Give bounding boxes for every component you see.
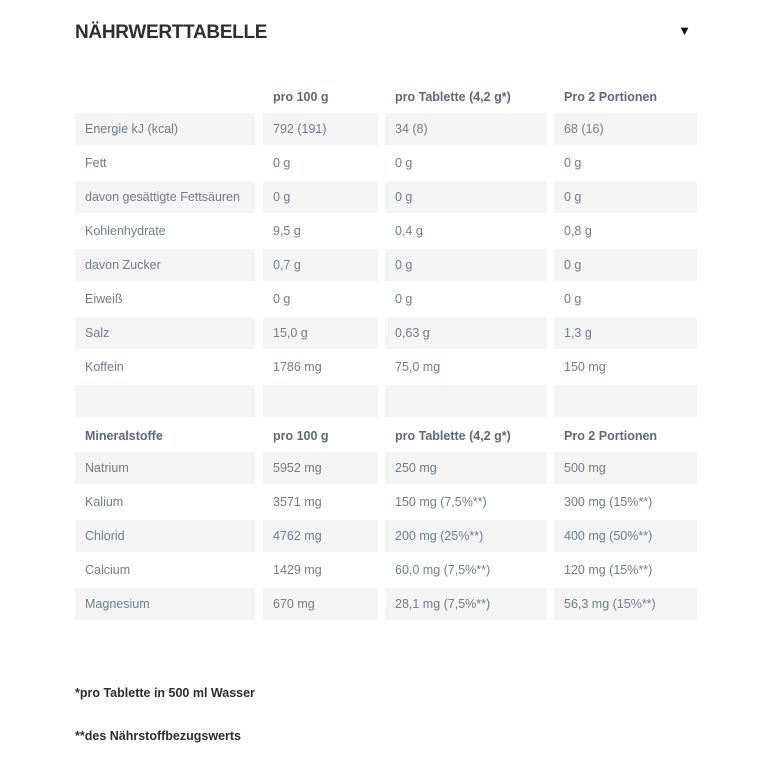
value-per-100g: 3571 mg (273, 495, 322, 509)
table-row-energie (75, 113, 697, 145)
table-row-magnesium (75, 588, 697, 620)
footnote-tablet: *pro Tablette in 500 ml Wasser (75, 686, 255, 700)
value-per-100g: 15,0 g (263, 317, 378, 349)
value-per-100g: 670 mg (263, 588, 378, 620)
table-row-chlorid (75, 520, 697, 552)
row-label: Energie kJ (kcal) (75, 113, 255, 145)
value-per-2-portions: 0 g (554, 181, 697, 213)
value-per-100g: 0,7 g (263, 249, 378, 281)
row-label: Calcium (85, 563, 131, 577)
value-per-2-portions: 1,3 g (554, 317, 697, 349)
footnote-nrv: **des Nährstoffbezugswerts (75, 729, 242, 743)
nutrients-header-row (75, 80, 697, 113)
value-per-2-portions: 68 (16) (554, 113, 697, 145)
value-per-tablet: 0 g (385, 181, 547, 213)
value-per-tablet: 200 mg (25%**) (385, 520, 547, 552)
value-per-tablet: 0 g (395, 156, 413, 170)
accordion-header (75, 22, 697, 46)
table-row-natrium (75, 452, 697, 484)
value-per-tablet: 0,4 g (395, 224, 423, 238)
table-row-salz (75, 317, 697, 349)
value-per-tablet: 150 mg (7,5%**) (395, 495, 487, 509)
value-per-2-portions: 0 g (564, 156, 582, 170)
value-per-tablet: 0 g (385, 249, 547, 281)
value-per-100g: 1429 mg (273, 563, 322, 577)
value-per-100g: 1786 mg (273, 360, 322, 374)
row-label: Koffein (85, 360, 124, 374)
value-per-2-portions: 400 mg (50%**) (554, 520, 697, 552)
value-per-tablet: 75,0 mg (395, 360, 441, 374)
row-label: Eiweiß (85, 292, 123, 306)
value-per-100g: 0 g (273, 156, 291, 170)
header-cell-per-100g: pro 100 g (273, 89, 329, 104)
value-per-100g: 4762 mg (263, 520, 378, 552)
value-per-100g: 792 (191) (263, 113, 378, 145)
table-row-fett (75, 147, 697, 179)
row-label: Salz (75, 317, 255, 349)
value-per-2-portions: 0 g (554, 249, 697, 281)
row-label: Fett (85, 156, 107, 170)
row-label: Magnesium (75, 588, 255, 620)
row-label: Kohlenhydrate (85, 224, 166, 238)
value-per-2-portions: 300 mg (15%**) (564, 495, 653, 509)
spacer-cell (385, 385, 547, 417)
value-per-2-portions: 150 mg (564, 360, 606, 374)
nutrition-table (75, 80, 697, 620)
value-per-tablet: 60,0 mg (7,5%**) (395, 563, 491, 577)
header-cell-per-100g: pro 100 g (273, 428, 329, 443)
header-cell-per-2-portions: Pro 2 Portionen (564, 89, 658, 104)
row-label: davon gesättigte Fettsäuren (75, 181, 255, 213)
table-row-eiweiss (75, 283, 697, 315)
value-per-2-portions: 56,3 mg (15%**) (554, 588, 697, 620)
value-per-tablet: 34 (8) (385, 113, 547, 145)
value-per-2-portions: 500 mg (554, 452, 697, 484)
table-row-kohlenhydrate (75, 215, 697, 247)
row-label: Chlorid (75, 520, 255, 552)
value-per-100g: 9,5 g (273, 224, 301, 238)
table-row-gesaettigte-fettsaeuren (75, 181, 697, 213)
header-cell-mineralstoffe: Mineralstoffe (85, 428, 163, 443)
value-per-tablet: 250 mg (385, 452, 547, 484)
value-per-tablet: 0 g (395, 292, 413, 306)
header-cell-per-tablet: pro Tablette (4,2 g*) (395, 428, 511, 443)
row-label: davon Zucker (75, 249, 255, 281)
value-per-2-portions: 0 g (564, 292, 582, 306)
header-cell-per-tablet: pro Tablette (4,2 g*) (395, 89, 511, 104)
value-per-2-portions: 120 mg (15%**) (564, 563, 653, 577)
chevron-down-icon[interactable]: ▼ (678, 22, 697, 37)
table-row-kalium (75, 486, 697, 518)
value-per-2-portions: 0,8 g (564, 224, 592, 238)
value-per-tablet: 28,1 mg (7,5%**) (385, 588, 547, 620)
footnotes (75, 686, 697, 743)
table-row-zucker (75, 249, 697, 281)
table-row-calcium (75, 554, 697, 586)
spacer-cell (263, 385, 378, 417)
header-cell-empty (75, 80, 255, 113)
spacer-row (75, 385, 697, 417)
header-cell-per-2-portions: Pro 2 Portionen (564, 428, 658, 443)
spacer-cell (75, 385, 255, 417)
page-title: NÄHRWERTTABELLE (75, 22, 268, 43)
table-row-koffein (75, 351, 697, 383)
minerals-header-row (75, 419, 697, 452)
value-per-tablet: 0,63 g (385, 317, 547, 349)
row-label: Natrium (75, 452, 255, 484)
row-label: Kalium (85, 495, 124, 509)
value-per-100g: 5952 mg (263, 452, 378, 484)
spacer-cell (554, 385, 697, 417)
value-per-100g: 0 g (273, 292, 291, 306)
value-per-100g: 0 g (263, 181, 378, 213)
